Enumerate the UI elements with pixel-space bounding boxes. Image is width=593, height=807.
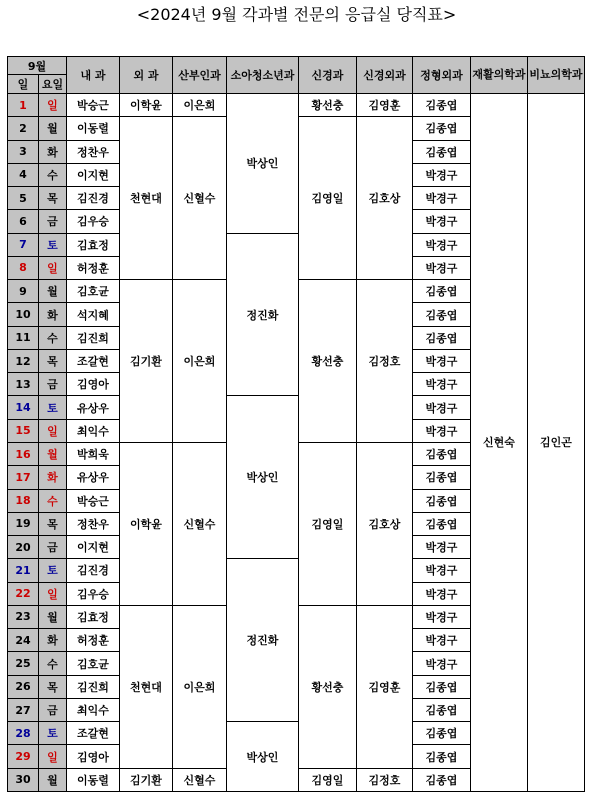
day-number: 24 [8, 629, 39, 652]
weekday: 토 [39, 233, 67, 256]
page-title: <2024년 9월 각과별 전문의 응급실 당직표> [136, 5, 457, 24]
internal-medicine-doctor: 최익수 [67, 419, 120, 442]
day-number: 14 [8, 396, 39, 419]
orthopedic-doctor: 박경구 [413, 210, 471, 233]
urology-doctor: 김인곤 [528, 94, 585, 792]
orthopedic-doctor: 박경구 [413, 652, 471, 675]
internal-medicine-doctor: 김호균 [67, 280, 120, 303]
internal-medicine-doctor: 박승근 [67, 94, 120, 117]
weekday: 수 [39, 326, 67, 349]
weekday: 수 [39, 652, 67, 675]
header-surgery: 외 과 [120, 57, 173, 94]
obgyn-doctor: 이은희 [173, 280, 227, 443]
orthopedic-doctor: 김종엽 [413, 698, 471, 721]
orthopedic-doctor: 박경구 [413, 233, 471, 256]
obgyn-doctor: 신혈수 [173, 117, 227, 280]
weekday: 목 [39, 512, 67, 535]
internal-medicine-doctor: 석지혜 [67, 303, 120, 326]
neurology-doctor: 김영일 [299, 442, 357, 605]
day-number: 5 [8, 187, 39, 210]
weekday: 일 [39, 745, 67, 768]
neurology-doctor: 황선충 [299, 605, 357, 768]
day-number: 8 [8, 256, 39, 279]
day-number: 16 [8, 442, 39, 465]
internal-medicine-doctor: 김진희 [67, 675, 120, 698]
weekday: 토 [39, 559, 67, 582]
weekday: 월 [39, 117, 67, 140]
internal-medicine-doctor: 조갈현 [67, 722, 120, 745]
orthopedic-doctor: 박경구 [413, 629, 471, 652]
day-number: 27 [8, 698, 39, 721]
day-number: 17 [8, 466, 39, 489]
internal-medicine-doctor: 박승근 [67, 489, 120, 512]
day-number: 2 [8, 117, 39, 140]
day-number: 25 [8, 652, 39, 675]
obgyn-doctor: 신혈수 [173, 442, 227, 605]
day-number: 6 [8, 210, 39, 233]
surgery-doctor: 이학윤 [120, 94, 173, 117]
orthopedic-doctor: 김종엽 [413, 117, 471, 140]
weekday: 월 [39, 280, 67, 303]
orthopedic-doctor: 박경구 [413, 559, 471, 582]
day-number: 7 [8, 233, 39, 256]
orthopedic-doctor: 김종엽 [413, 442, 471, 465]
orthopedic-doctor: 김종엽 [413, 94, 471, 117]
neurosurgery-doctor: 김정호 [357, 768, 413, 791]
day-number: 28 [8, 722, 39, 745]
weekday: 목 [39, 187, 67, 210]
day-number: 1 [8, 94, 39, 117]
rehab-doctor: 신현숙 [471, 94, 528, 792]
internal-medicine-doctor: 박희욱 [67, 442, 120, 465]
day-number: 26 [8, 675, 39, 698]
internal-medicine-doctor: 허정훈 [67, 629, 120, 652]
orthopedic-doctor: 김종엽 [413, 722, 471, 745]
weekday: 일 [39, 94, 67, 117]
weekday: 금 [39, 698, 67, 721]
internal-medicine-doctor: 김영아 [67, 745, 120, 768]
obgyn-doctor: 신혈수 [173, 768, 227, 791]
table-body [8, 94, 585, 792]
orthopedic-doctor: 김종엽 [413, 489, 471, 512]
internal-medicine-doctor: 김진경 [67, 559, 120, 582]
orthopedic-doctor: 김종엽 [413, 745, 471, 768]
weekday: 토 [39, 722, 67, 745]
internal-medicine-doctor: 김진희 [67, 326, 120, 349]
internal-medicine-doctor: 김호균 [67, 652, 120, 675]
internal-medicine-doctor: 최익수 [67, 698, 120, 721]
orthopedic-doctor: 박경구 [413, 396, 471, 419]
internal-medicine-doctor: 조갈현 [67, 349, 120, 372]
header-urology: 비뇨의학과 [528, 57, 585, 94]
pediatrics-doctor: 박상인 [227, 94, 299, 234]
neurology-doctor: 김영일 [299, 768, 357, 791]
day-number: 12 [8, 349, 39, 372]
day-number: 23 [8, 605, 39, 628]
internal-medicine-doctor: 김우승 [67, 582, 120, 605]
header-weekday: 요일 [39, 75, 67, 94]
obgyn-doctor: 이은희 [173, 605, 227, 768]
table-header [8, 57, 585, 94]
header-neurosurgery: 신경외과 [357, 57, 413, 94]
weekday: 화 [39, 303, 67, 326]
weekday: 일 [39, 582, 67, 605]
weekday: 일 [39, 256, 67, 279]
pediatrics-doctor: 박상인 [227, 722, 299, 792]
day-number: 10 [8, 303, 39, 326]
weekday: 금 [39, 210, 67, 233]
neurosurgery-doctor: 김호상 [357, 442, 413, 605]
day-number: 18 [8, 489, 39, 512]
weekday: 화 [39, 629, 67, 652]
orthopedic-doctor: 박경구 [413, 419, 471, 442]
header-orthopedic: 정형외과 [413, 57, 471, 94]
internal-medicine-doctor: 김효정 [67, 605, 120, 628]
header-pediatrics: 소아청소년과 [227, 57, 299, 94]
day-number: 22 [8, 582, 39, 605]
internal-medicine-doctor: 김영아 [67, 373, 120, 396]
neurosurgery-doctor: 김영훈 [357, 605, 413, 768]
orthopedic-doctor: 박경구 [413, 187, 471, 210]
day-number: 13 [8, 373, 39, 396]
orthopedic-doctor: 김종엽 [413, 280, 471, 303]
weekday: 화 [39, 466, 67, 489]
table-row [8, 94, 585, 117]
header-rehab: 재활의학과 [471, 57, 528, 94]
day-number: 19 [8, 512, 39, 535]
neurosurgery-doctor: 김호상 [357, 117, 413, 280]
surgery-doctor: 천현대 [120, 117, 173, 280]
internal-medicine-doctor: 이동렬 [67, 117, 120, 140]
weekday: 금 [39, 536, 67, 559]
internal-medicine-doctor: 정찬우 [67, 512, 120, 535]
pediatrics-doctor: 박상인 [227, 396, 299, 559]
orthopedic-doctor: 박경구 [413, 373, 471, 396]
weekday: 월 [39, 605, 67, 628]
header-day: 일 [8, 75, 39, 94]
weekday: 수 [39, 489, 67, 512]
orthopedic-doctor: 박경구 [413, 256, 471, 279]
internal-medicine-doctor: 김효정 [67, 233, 120, 256]
weekday: 월 [39, 768, 67, 791]
orthopedic-doctor: 박경구 [413, 536, 471, 559]
duty-roster-table [7, 56, 585, 792]
day-number: 29 [8, 745, 39, 768]
day-number: 3 [8, 140, 39, 163]
day-number: 20 [8, 536, 39, 559]
weekday: 목 [39, 349, 67, 372]
internal-medicine-doctor: 이동렬 [67, 768, 120, 791]
obgyn-doctor: 이은희 [173, 94, 227, 117]
neurology-doctor: 황선충 [299, 280, 357, 443]
surgery-doctor: 김기환 [120, 280, 173, 443]
pediatrics-doctor: 정진화 [227, 233, 299, 396]
weekday: 화 [39, 140, 67, 163]
header-neurology: 신경과 [299, 57, 357, 94]
neurosurgery-doctor: 김영훈 [357, 94, 413, 117]
internal-medicine-doctor: 이지현 [67, 163, 120, 186]
orthopedic-doctor: 김종엽 [413, 326, 471, 349]
orthopedic-doctor: 박경구 [413, 349, 471, 372]
internal-medicine-doctor: 유상우 [67, 466, 120, 489]
weekday: 목 [39, 675, 67, 698]
orthopedic-doctor: 김종엽 [413, 303, 471, 326]
surgery-doctor: 이학윤 [120, 442, 173, 605]
internal-medicine-doctor: 정찬우 [67, 140, 120, 163]
neurosurgery-doctor: 김정호 [357, 280, 413, 443]
surgery-doctor: 천현대 [120, 605, 173, 768]
internal-medicine-doctor: 김진경 [67, 187, 120, 210]
orthopedic-doctor: 김종엽 [413, 512, 471, 535]
day-number: 15 [8, 419, 39, 442]
header-internal: 내 과 [67, 57, 120, 94]
day-number: 11 [8, 326, 39, 349]
surgery-doctor: 김기환 [120, 768, 173, 791]
orthopedic-doctor: 김종엽 [413, 675, 471, 698]
weekday: 수 [39, 163, 67, 186]
header-obgyn: 산부인과 [173, 57, 227, 94]
internal-medicine-doctor: 김우승 [67, 210, 120, 233]
orthopedic-doctor: 김종엽 [413, 768, 471, 791]
month-header: 9월 [8, 57, 67, 75]
orthopedic-doctor: 박경구 [413, 163, 471, 186]
internal-medicine-doctor: 이지현 [67, 536, 120, 559]
weekday: 월 [39, 442, 67, 465]
day-number: 9 [8, 280, 39, 303]
internal-medicine-doctor: 유상우 [67, 396, 120, 419]
neurology-doctor: 황선충 [299, 94, 357, 117]
weekday: 일 [39, 419, 67, 442]
orthopedic-doctor: 김종엽 [413, 466, 471, 489]
internal-medicine-doctor: 허정훈 [67, 256, 120, 279]
day-number: 30 [8, 768, 39, 791]
day-number: 4 [8, 163, 39, 186]
pediatrics-doctor: 정진화 [227, 559, 299, 722]
orthopedic-doctor: 박경구 [413, 582, 471, 605]
weekday: 토 [39, 396, 67, 419]
weekday: 금 [39, 373, 67, 396]
orthopedic-doctor: 박경구 [413, 605, 471, 628]
orthopedic-doctor: 김종엽 [413, 140, 471, 163]
day-number: 21 [8, 559, 39, 582]
neurology-doctor: 김영일 [299, 117, 357, 280]
